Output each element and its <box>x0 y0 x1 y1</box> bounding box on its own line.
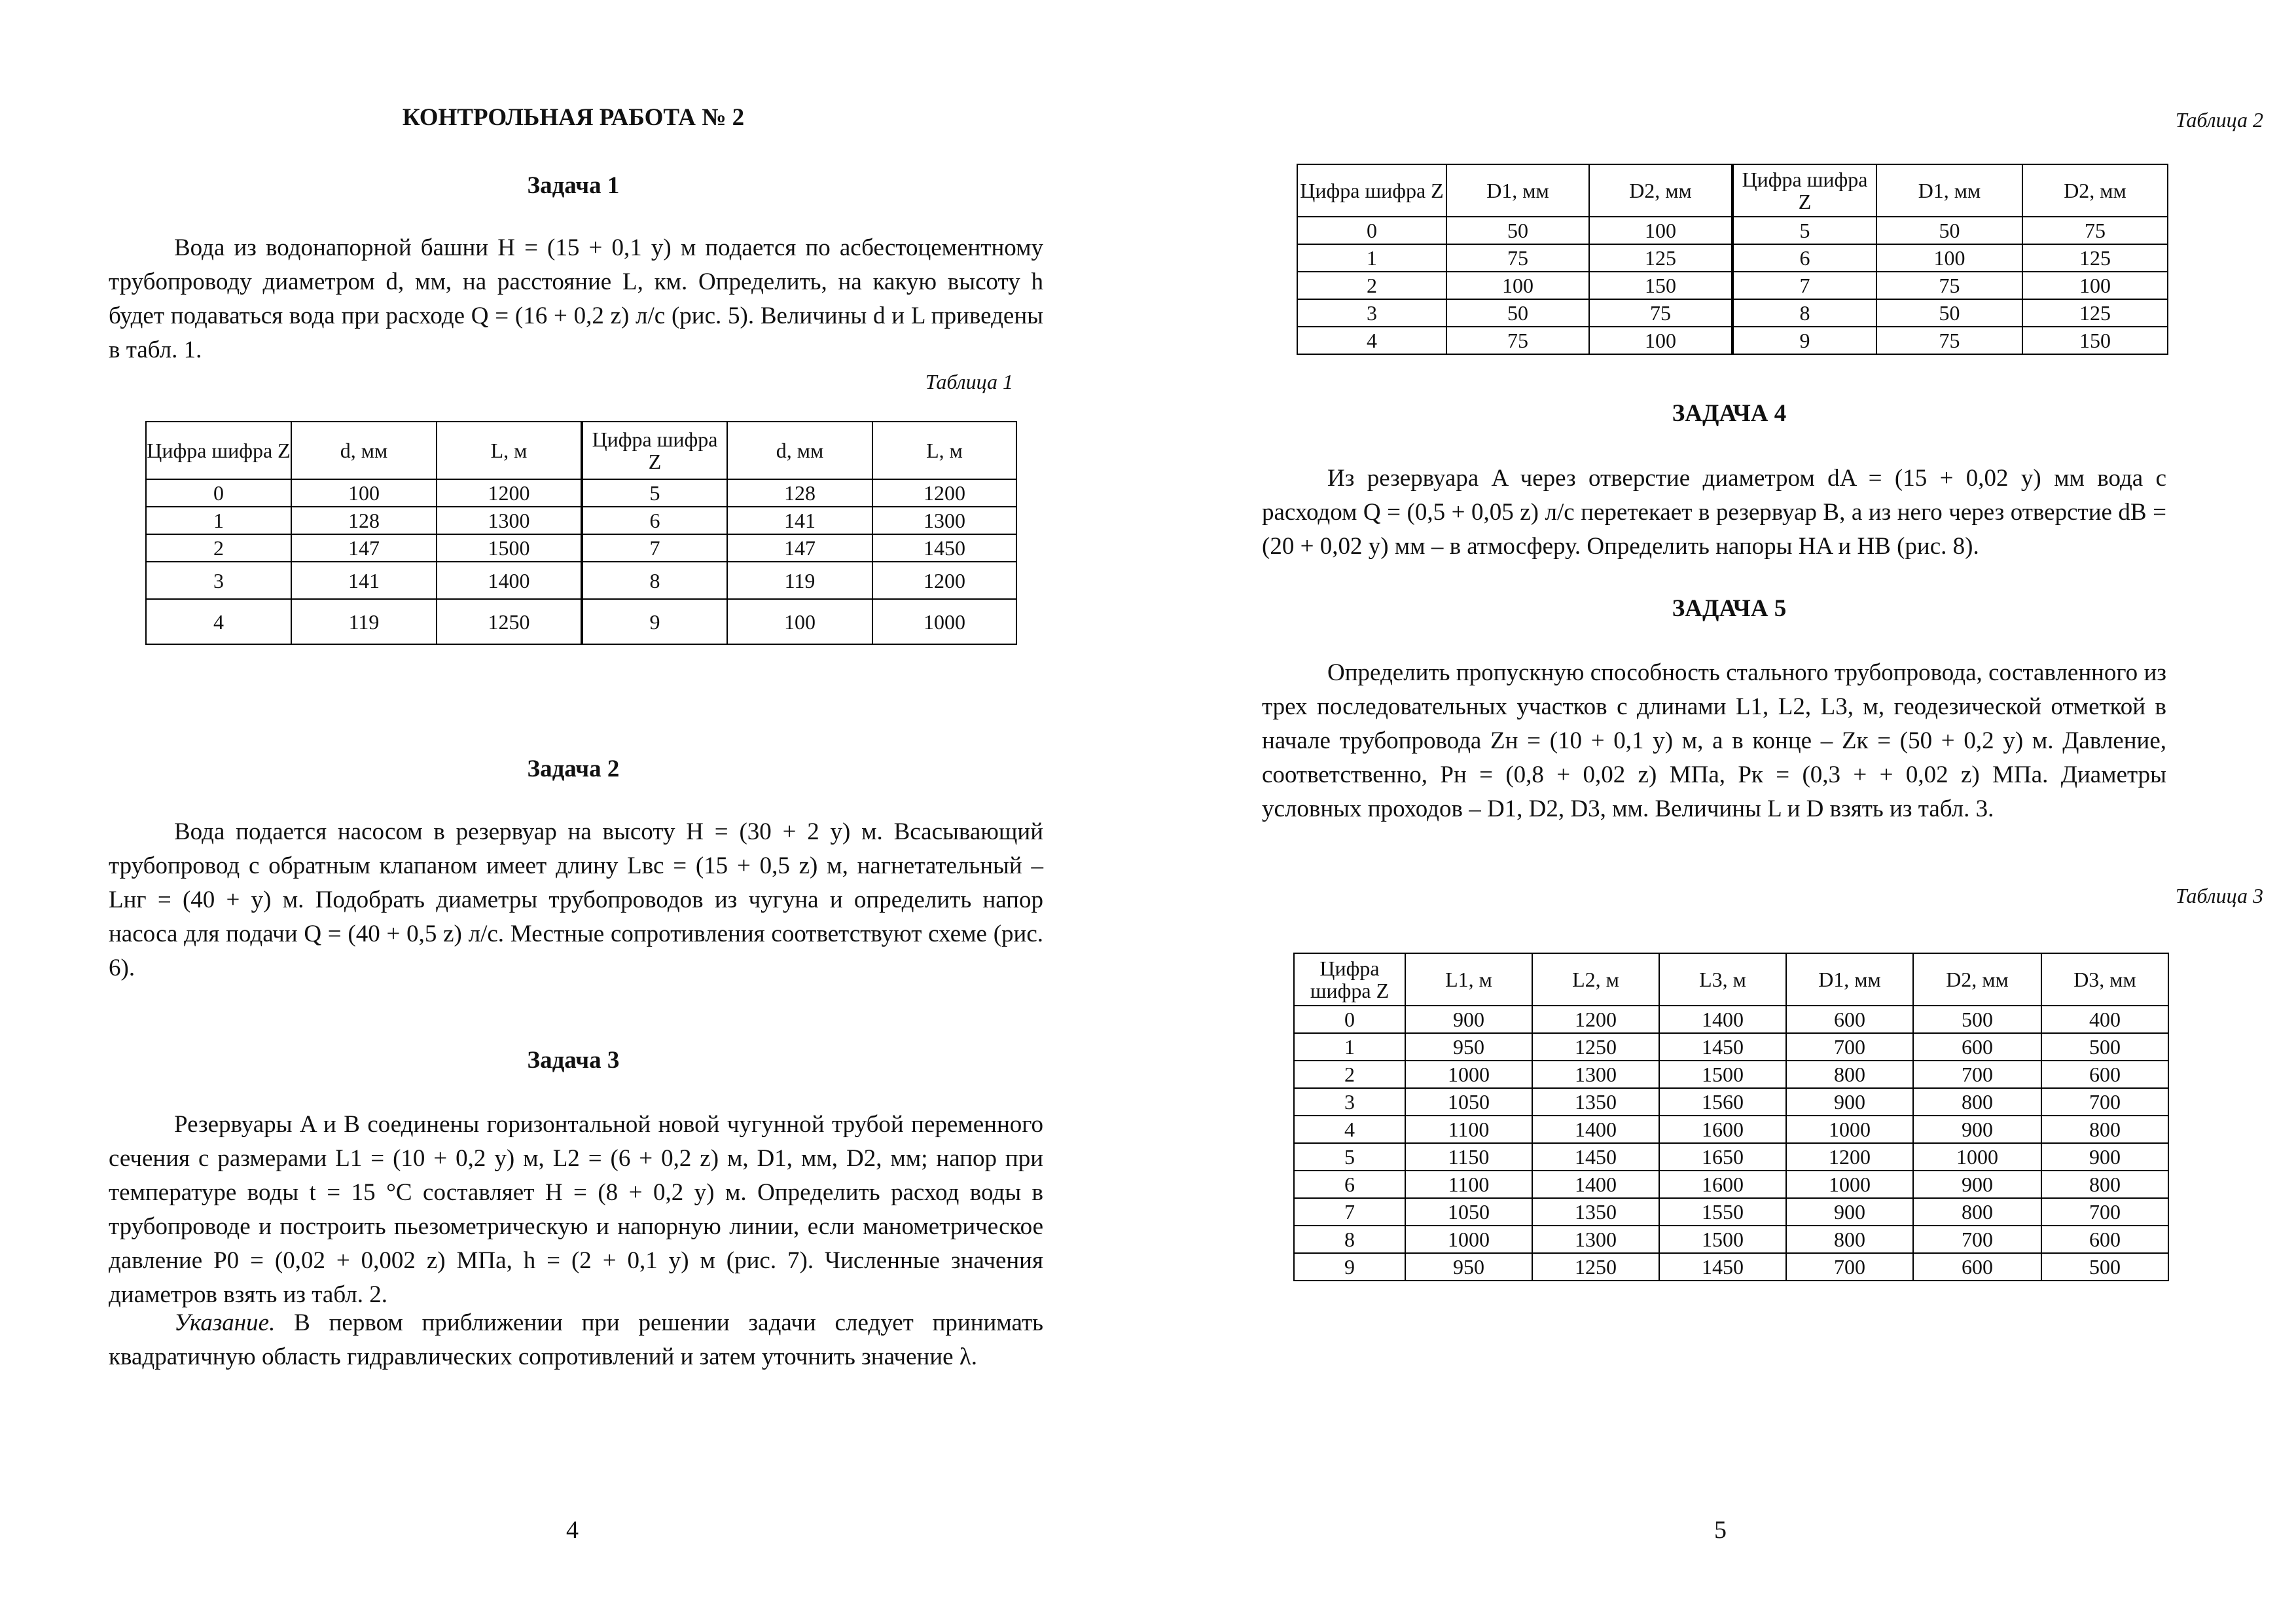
table-cell: 950 <box>1405 1033 1532 1061</box>
table-cell: 100 <box>291 479 437 507</box>
table1-row <box>146 479 1016 507</box>
table2-caption: Таблица 2 <box>2175 108 2263 132</box>
table3-header-cell: D2, мм <box>1913 953 2041 1006</box>
table-cell: 75 <box>2022 217 2168 244</box>
table1-row <box>146 562 1016 599</box>
table-cell: 150 <box>1589 272 1732 299</box>
table3-row <box>1294 1226 2168 1253</box>
task3-heading: Задача 3 <box>527 1047 620 1074</box>
table-cell: 1150 <box>1405 1143 1532 1171</box>
table-cell: 0 <box>146 479 291 507</box>
table-cell: 100 <box>1446 272 1589 299</box>
table-cell: 100 <box>2022 272 2168 299</box>
table-cell: 5 <box>582 479 727 507</box>
table-cell: 600 <box>1786 1006 1913 1033</box>
table-cell: 800 <box>2041 1171 2168 1198</box>
table1-header-cell: d, мм <box>291 422 437 479</box>
table-cell: 147 <box>727 534 872 562</box>
table-cell: 1000 <box>1786 1116 1913 1143</box>
table-cell: 1 <box>1294 1033 1405 1061</box>
table3-body <box>1294 1006 2168 1281</box>
table-cell: 1400 <box>1532 1116 1659 1143</box>
table3-caption: Таблица 3 <box>2175 884 2263 907</box>
table-cell: 3 <box>1294 1088 1405 1116</box>
table3-row <box>1294 1198 2168 1226</box>
table-cell: 900 <box>2041 1143 2168 1171</box>
table-cell: 3 <box>1297 299 1446 327</box>
table-cell: 1450 <box>1659 1253 1786 1281</box>
table1-row <box>146 507 1016 534</box>
table-cell: 500 <box>1913 1006 2041 1033</box>
table-cell: 1500 <box>437 534 582 562</box>
table-cell: 1560 <box>1659 1088 1786 1116</box>
page-title: КОНТРОЛЬНАЯ РАБОТА № 2 <box>402 104 745 131</box>
table-cell: 1400 <box>1532 1171 1659 1198</box>
table-cell: 9 <box>582 599 727 644</box>
table-cell: 0 <box>1294 1006 1405 1033</box>
table3-header-cell: L2, м <box>1532 953 1659 1006</box>
page-right <box>1148 0 2296 1623</box>
table-cell: 4 <box>1297 327 1446 354</box>
table-cell: 1000 <box>872 599 1016 644</box>
table-cell: 1200 <box>1786 1143 1913 1171</box>
table-cell: 1250 <box>1532 1253 1659 1281</box>
table-cell: 119 <box>727 562 872 599</box>
table-cell: 800 <box>1786 1226 1913 1253</box>
table-cell: 8 <box>1294 1226 1405 1253</box>
table-cell: 100 <box>727 599 872 644</box>
table-cell: 100 <box>1876 244 2022 272</box>
table3-row <box>1294 1143 2168 1171</box>
table-cell: 1250 <box>437 599 582 644</box>
table-cell: 125 <box>2022 244 2168 272</box>
task5-text: Определить пропускную способность стального трубопровода, составленного из трех последовательных участков с длинами L1, L2, L3, м, геодезической отметкой в начале трубопровода Zн = (10 + 0,1 y) м, а в конце – Zк = (50 + 0,2 y) м. Давление, соответственно, Pн = (0,8 + 0,02 z) МПа, Pк = (0,3 + + 0,02 z) МПа. Диаметры условных проходов – D1, D2, D3, мм. Величины L и D взять из табл. 3. <box>1262 659 2166 822</box>
table-cell: 75 <box>1589 299 1732 327</box>
table-cell: 6 <box>582 507 727 534</box>
table2-header-cell: Цифра шифра Z <box>1297 164 1446 217</box>
table-cell: 1400 <box>437 562 582 599</box>
table-cell: 600 <box>2041 1226 2168 1253</box>
table-cell: 50 <box>1876 217 2022 244</box>
table-cell: 6 <box>1294 1171 1405 1198</box>
table-cell: 128 <box>291 507 437 534</box>
table-cell: 150 <box>2022 327 2168 354</box>
table-cell: 2 <box>1297 272 1446 299</box>
table-cell: 141 <box>291 562 437 599</box>
page-number-right: 5 <box>1714 1516 1727 1544</box>
table-cell: 700 <box>1913 1061 2041 1088</box>
table-cell: 500 <box>2041 1033 2168 1061</box>
table-cell: 1350 <box>1532 1198 1659 1226</box>
task5-heading: ЗАДАЧА 5 <box>1672 595 1787 622</box>
table1-row <box>146 599 1016 644</box>
table1-header-cell: L, м <box>437 422 582 479</box>
table1-caption: Таблица 1 <box>925 370 1013 393</box>
task4-text: Из резервуара A через отверстие диаметром dA = (15 + 0,02 y) мм вода с расходом Q = (0,5 + 0,05 z) л/с перетекает в резервуар B, а из него через отверстие dB = (20 + 0,02 y) мм – в атмосферу. Определить напоры HA и HB (рис. 8). <box>1262 465 2166 560</box>
table-cell: 600 <box>2041 1061 2168 1088</box>
page-number-left: 4 <box>566 1516 579 1544</box>
table-cell: 1250 <box>1532 1033 1659 1061</box>
table-cell: 3 <box>146 562 291 599</box>
table-cell: 1300 <box>1532 1061 1659 1088</box>
table3-row <box>1294 1061 2168 1088</box>
table-cell: 1200 <box>872 562 1016 599</box>
table2-header-cell: Цифра шифра Z <box>1732 164 1876 217</box>
table-cell: 1000 <box>1405 1061 1532 1088</box>
table-cell: 50 <box>1876 299 2022 327</box>
table-cell: 1650 <box>1659 1143 1786 1171</box>
table1-header-cell: L, м <box>872 422 1016 479</box>
task3-text: Резервуары A и B соединены горизонтальной новой чугунной трубой переменного сечения с размерами L1 = (10 + 0,2 y) м, L2 = (6 + 0,2 z) м, D1, мм, D2, мм; напор при температуре воды t = 15 °С составляет H = (8 + 0,2 y) м. Определить расход воды в трубопроводе и построить пьезометрическую и напорную линии, если манометрическое давление P0 = (0,02 + 0,002 z) МПа, h = (2 + 0,1 y) м (рис. 7). Численные значения диаметров взять из табл. 2. <box>109 1111 1043 1308</box>
table2-row <box>1297 299 2168 327</box>
table3-row <box>1294 1253 2168 1281</box>
table2-header-cell: D2, мм <box>1589 164 1732 217</box>
table-cell: 5 <box>1732 217 1876 244</box>
table-cell: 600 <box>1913 1033 2041 1061</box>
table-cell: 125 <box>2022 299 2168 327</box>
table-cell: 1200 <box>437 479 582 507</box>
table-cell: 8 <box>1732 299 1876 327</box>
table2-row <box>1297 244 2168 272</box>
table-cell: 1450 <box>872 534 1016 562</box>
table-cell: 7 <box>1732 272 1876 299</box>
table3-header-cell: D3, мм <box>2041 953 2168 1006</box>
table-cell: 1400 <box>1659 1006 1786 1033</box>
task1-text: Вода из водонапорной башни H = (15 + 0,1 y) м подается по асбестоцементному трубопроводу диаметром d, мм, на расстояние L, км. Определить, на какую высоту h будет подаваться вода при расходе Q = (16 + 0,2 z) л/с (рис. 5). Величины d и L приведены в табл. 1. <box>109 234 1043 363</box>
table-cell: 1550 <box>1659 1198 1786 1226</box>
table-cell: 125 <box>1589 244 1732 272</box>
table-cell: 75 <box>1446 244 1589 272</box>
table-cell: 700 <box>1913 1226 2041 1253</box>
table-cell: 4 <box>1294 1116 1405 1143</box>
table-cell: 1200 <box>872 479 1016 507</box>
table-cell: 1100 <box>1405 1116 1532 1143</box>
table-cell: 1050 <box>1405 1088 1532 1116</box>
table-cell: 950 <box>1405 1253 1532 1281</box>
table-cell: 800 <box>1913 1198 2041 1226</box>
table-cell: 1050 <box>1405 1198 1532 1226</box>
table-cell: 700 <box>1786 1033 1913 1061</box>
table2-row <box>1297 327 2168 354</box>
table-cell: 1200 <box>1532 1006 1659 1033</box>
table-cell: 2 <box>146 534 291 562</box>
table2-header-cell: D1, мм <box>1446 164 1589 217</box>
table-cell: 8 <box>582 562 727 599</box>
table3-row <box>1294 1116 2168 1143</box>
table1 <box>145 421 1017 645</box>
table-cell: 600 <box>1913 1253 2041 1281</box>
table-cell: 700 <box>2041 1088 2168 1116</box>
table1-header-cell: Цифра шифра Z <box>582 422 727 479</box>
table-cell: 500 <box>2041 1253 2168 1281</box>
table3-header-cell: L3, м <box>1659 953 1786 1006</box>
task2-heading: Задача 2 <box>527 756 620 782</box>
table-cell: 900 <box>1786 1198 1913 1226</box>
table-cell: 5 <box>1294 1143 1405 1171</box>
task3-note-label: Указание. <box>174 1309 276 1336</box>
task3-note <box>109 1306 1043 1374</box>
table-cell: 700 <box>2041 1198 2168 1226</box>
table-cell: 1100 <box>1405 1171 1532 1198</box>
table-cell: 1300 <box>872 507 1016 534</box>
table-cell: 1 <box>1297 244 1446 272</box>
task4-heading: ЗАДАЧА 4 <box>1672 400 1787 427</box>
table-cell: 1000 <box>1405 1226 1532 1253</box>
table1-header-cell: d, мм <box>727 422 872 479</box>
table-cell: 1000 <box>1786 1171 1913 1198</box>
table-cell: 75 <box>1876 272 2022 299</box>
task2-text: Вода подается насосом в резервуар на высоту H = (30 + 2 y) м. Всасывающий трубопровод с обратным клапаном имеет длину Lвс = (15 + 0,5 z) м, нагнетательный – Lнг = (40 + y) м. Подобрать диаметры трубопроводов из чугуна и определить напор насоса для подачи Q = (40 + 0,5 z) л/с. Местные сопротивления соответствуют схеме (рис. 6). <box>109 818 1043 981</box>
table-cell: 75 <box>1876 327 2022 354</box>
table-cell: 1600 <box>1659 1171 1786 1198</box>
table1-header-cell: Цифра шифра Z <box>146 422 291 479</box>
table-cell: 7 <box>582 534 727 562</box>
table3-row <box>1294 1088 2168 1116</box>
table3-row <box>1294 1006 2168 1033</box>
table-cell: 800 <box>1786 1061 1913 1088</box>
table-cell: 800 <box>1913 1088 2041 1116</box>
table-cell: 6 <box>1732 244 1876 272</box>
table-cell: 119 <box>291 599 437 644</box>
task3-note-text: В первом приближении при решении задачи следует принимать квадратичную область гидравлических сопротивлений и затем уточнить значение λ. <box>109 1309 1043 1370</box>
task1-heading: Задача 1 <box>527 172 620 199</box>
table1-body <box>146 479 1016 644</box>
table-cell: 50 <box>1446 217 1589 244</box>
table2-header-cell: D2, мм <box>2022 164 2168 217</box>
table-cell: 141 <box>727 507 872 534</box>
table-cell: 128 <box>727 479 872 507</box>
table-cell: 9 <box>1294 1253 1405 1281</box>
table3 <box>1293 953 2169 1281</box>
table1-row <box>146 534 1016 562</box>
table-cell: 800 <box>2041 1116 2168 1143</box>
table-cell: 1300 <box>1532 1226 1659 1253</box>
table-cell: 0 <box>1297 217 1446 244</box>
table-cell: 1500 <box>1659 1061 1786 1088</box>
table2-body <box>1297 217 2168 354</box>
table2-row <box>1297 217 2168 244</box>
table3-header-cell: D1, мм <box>1786 953 1913 1006</box>
table2-header-cell: D1, мм <box>1876 164 2022 217</box>
table-cell: 1350 <box>1532 1088 1659 1116</box>
table3-row <box>1294 1171 2168 1198</box>
table-cell: 2 <box>1294 1061 1405 1088</box>
table-cell: 700 <box>1786 1253 1913 1281</box>
table2-row <box>1297 272 2168 299</box>
table-cell: 50 <box>1446 299 1589 327</box>
table-cell: 400 <box>2041 1006 2168 1033</box>
table-cell: 1600 <box>1659 1116 1786 1143</box>
table-cell: 900 <box>1786 1088 1913 1116</box>
table-cell: 1450 <box>1532 1143 1659 1171</box>
table2 <box>1297 164 2168 355</box>
table-cell: 900 <box>1913 1171 2041 1198</box>
table-cell: 75 <box>1446 327 1589 354</box>
table-cell: 9 <box>1732 327 1876 354</box>
table3-row <box>1294 1033 2168 1061</box>
table-cell: 900 <box>1913 1116 2041 1143</box>
table-cell: 1000 <box>1913 1143 2041 1171</box>
table-cell: 1 <box>146 507 291 534</box>
table-cell: 1500 <box>1659 1226 1786 1253</box>
table-cell: 1300 <box>437 507 582 534</box>
table-cell: 100 <box>1589 327 1732 354</box>
table-cell: 1450 <box>1659 1033 1786 1061</box>
table3-header-cell: L1, м <box>1405 953 1532 1006</box>
table3-header-cell: Цифра шифра Z <box>1294 953 1405 1006</box>
table-cell: 147 <box>291 534 437 562</box>
table-cell: 7 <box>1294 1198 1405 1226</box>
table-cell: 900 <box>1405 1006 1532 1033</box>
table-cell: 4 <box>146 599 291 644</box>
table-cell: 100 <box>1589 217 1732 244</box>
